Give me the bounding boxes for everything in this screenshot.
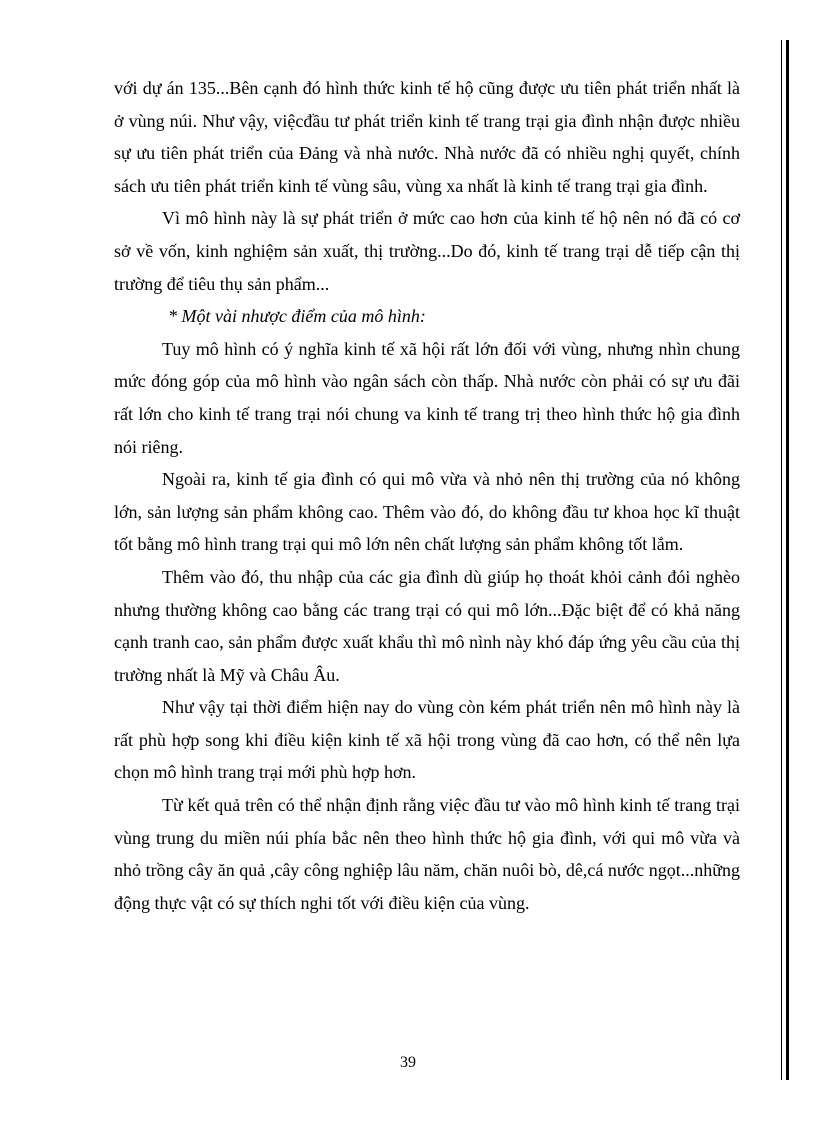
- page-number: 39: [400, 1054, 416, 1071]
- body-text: [114, 72, 740, 919]
- paragraph-3: Tuy mô hình có ý nghĩa kinh tế xã hội rất lớn đối với vùng, nhưng nhìn chung mức đóng góp của mô hình vào ngân sách còn thấp. Nhà nước còn phải có sự ưu đãi rất lớn cho kinh tế trang trại nói chung va kinh tế trang trị theo hình thức hộ gia đình nói riêng.: [114, 338, 740, 457]
- paragraph-6: Như vậy tại thời điểm hiện nay do vùng còn kém phát triển nên mô hình này là rất phù hợp song khi điều kiện kinh tế xã hội trong vùng đã cao hơn, có thể nên lựa chọn mô hình trang trại mới phù hợp hơn.: [114, 697, 740, 783]
- page-border-outer-line: [786, 40, 789, 1080]
- paragraph-2: Vì mô hình này là sự phát triển ở mức cao hơn của kinh tế hộ nên nó đã có cơ sở về vốn, kinh nghiệm sản xuất, thị trường...Do đó, kinh tế trang trại dễ tiếp cận thị trường để tiêu thụ sản phẩm...: [114, 208, 740, 294]
- section-heading-disadvantages: * Một vài nhược điểm của mô hình:: [168, 306, 426, 327]
- page-border-inner-line: [781, 40, 782, 1080]
- paragraph-5: Thêm vào đó, thu nhập của các gia đình dù giúp họ thoát khỏi cảnh đói nghèo nhưng thường không cao bằng các trang trại có qui mô lớn...Đặc biệt để có khả năng cạnh tranh cao, sản phẩm được xuất khẩu thì mô nình này khó đáp ứng yêu cầu của thị trường nhất là Mỹ và Châu Âu.: [114, 566, 740, 685]
- paragraph-1: với dự án 135...Bên cạnh đó hình thức kinh tế hộ cũng được ưu tiên phát triển nhất là ở vùng núi. Như vậy, việcđầu tư phát triển kinh tế trang trại gia đình nhận được nhiều sự ưu tiên phát triển của Đảng và nhà nước. Nhà nước đã có nhiều nghị quyết, chính sách ưu tiên phát triển kinh tế vùng sâu, vùng xa nhất là kinh tế trang trại gia đình.: [114, 78, 740, 196]
- paragraph-7: Từ kết quả trên có thể nhận định rằng việc đầu tư vào mô hình kinh tế trang trại vùng trung du miền núi phía bắc nên theo hình thức hộ gia đình, với qui mô vừa và nhỏ trồng cây ăn quả ,cây công nghiệp lâu năm, chăn nuôi bò, dê,cá nước ngọt...những động thực vật có sự thích nghi tốt với điều kiện của vùng.: [114, 795, 740, 913]
- paragraph-4: Ngoài ra, kinh tế gia đình có qui mô vừa và nhỏ nên thị trường của nó không lớn, sản lượng sản phẩm không cao. Thêm vào đó, do không đầu tư khoa học kĩ thuật tốt bằng mô hình trang trại qui mô lớn nên chất lượng sản phẩm không tốt lắm.: [114, 469, 740, 555]
